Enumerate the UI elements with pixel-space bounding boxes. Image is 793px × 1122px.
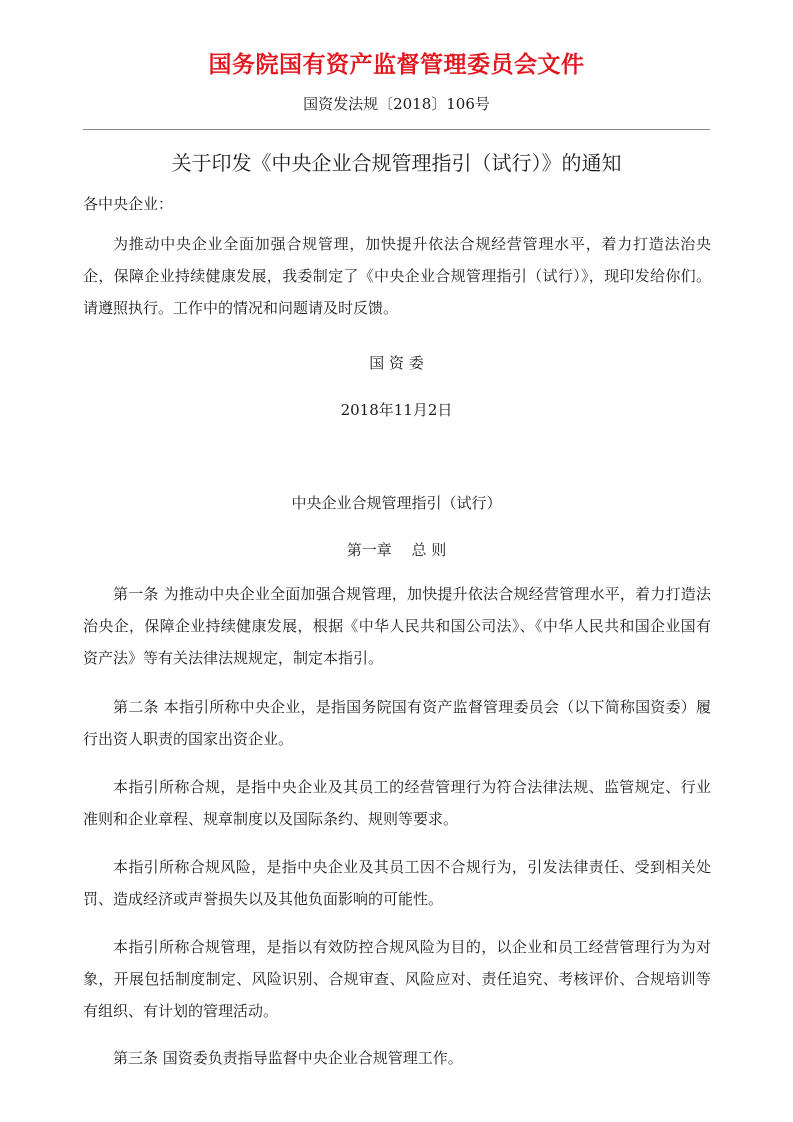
notice-title: 关于印发《中央企业合规管理指引（试行）》的通知: [171, 151, 622, 175]
article-paragraph: 本指引所称合规风险，是指中央企业及其员工因不合规行为，引发法律责任、受到相关处罚、造成经济或声誉损失以及其他负面影响的可能性。: [83, 858, 711, 908]
notice-body: 为推动中央企业全面加强合规管理，加快提升依法合规经营管理水平，着力打造法治央企，保障企业持续健康发展，我委制定了《中央企业合规管理指引（试行）》，现印发给你们。请遵照执行。工作中的情况和问题请及时反馈。: [83, 235, 711, 317]
article-paragraph: 本指引所称合规管理，是指以有效防控合规风险为目的，以企业和员工经营管理行为为对象，开展包括制度制定、风险识别、合规审查、风险应对、责任追究、考核评价、合规培训等有组织、有计划的管理活动。: [83, 938, 711, 1020]
article-paragraph: 本指引所称合规，是指中央企业及其员工的经营管理行为符合法律法规、监管规定、行业准则和企业章程、规章制度以及国际条约、规则等要求。: [83, 778, 711, 828]
issue-date: 2018年11月2日: [340, 401, 453, 419]
issuer-header: 国务院国有资产监督管理委员会文件: [208, 52, 585, 78]
issuer-signature: 国 资 委: [369, 354, 424, 372]
article-paragraph: 第三条 国资委负责指导监督中央企业合规管理工作。: [113, 1049, 463, 1067]
chapter-heading: 第一章 总 则: [346, 541, 447, 559]
article-paragraph: 第二条 本指引所称中央企业，是指国务院国有资产监督管理委员会（以下简称国资委）履行出资人职责的国家出资企业。: [83, 698, 711, 748]
header-divider: [83, 129, 710, 130]
article-paragraph: 第一条 为推动中央企业全面加强合规管理，加快提升依法合规经营管理水平，着力打造法治央企，保障企业持续健康发展，根据《中华人民共和国公司法》、《中华人民共和国企业国有资产法》等有关法律法规规定，制定本指引。: [83, 585, 711, 667]
salutation: 各中央企业：: [83, 195, 174, 213]
guideline-title: 中央企业合规管理指引（试行）: [291, 494, 502, 512]
document-number: 国资发法规〔2018〕106号: [303, 95, 490, 113]
